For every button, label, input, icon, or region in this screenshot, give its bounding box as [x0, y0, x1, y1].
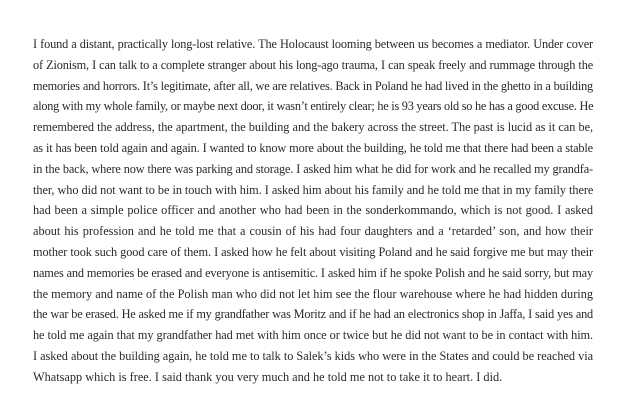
- paragraph-line: I found a distant, practically long-lost relative. The Holocaust looming between us becomes a mediator. Under cover: [33, 37, 593, 51]
- paragraph-line: remembered the address, the apartment, the building and the bakery across the street. The past is lucid as it can be,: [33, 120, 593, 135]
- paragraph-line: memories and horrors. It’s legitimate, after all, we are relatives. Back in Poland he had lived in the ghetto in a building: [33, 78, 593, 93]
- body-paragraph: [33, 34, 593, 388]
- paragraph-line: the war be erased. He asked me if my grandfather was Moritz and if he had an electronics shop in Jaffa, I said yes and: [33, 307, 593, 322]
- paragraph-line: as it has been told again and again. I wanted to know more about the building, he told me that there had been a stable: [33, 140, 593, 155]
- paragraph-line: in the back, where now there was parking and storage. I asked him what he did for work and he recalled my grandfa-: [33, 161, 593, 176]
- paragraph-line: the memory and name of the Polish man who did not let him see the flour warehouse where he had hidden during: [33, 286, 593, 301]
- paragraph-line: mother took such good care of them. I asked how he felt about visiting Poland and he said forgive me but may their: [33, 244, 593, 259]
- paragraph-line: names and memories be erased and everyone is antisemitic. I asked him if he spoke Polish and he said sorry, but may: [33, 265, 593, 280]
- paragraph-line: I asked about the building again, he told me to talk to Salek’s kids who were in the States and could be reached via: [33, 348, 593, 363]
- paragraph-line: ther, who did not want to be in touch with him. I asked him about his family and he told me that in my family there: [33, 182, 594, 197]
- paragraph-line: he told me again that my grandfather had met with him once or twice but he did not want to be in contact with him.: [33, 328, 593, 343]
- paragraph-line: Whatsapp which is free. I said thank you very much and he told me not to take it to heart. I did.: [33, 369, 503, 384]
- paragraph-line: along with my whole family, or maybe next door, it wasn’t entirely clear; he is 93 years old so he has a good excuse. He: [33, 99, 594, 114]
- paragraph-line: of Zionism, I can talk to a complete stranger about his long-ago trauma, I can speak freely and rummage through the: [33, 57, 593, 72]
- paragraph-line: about his profession and he told me that a cousin of his had four daughters and a ‘retarded’ son, and how their: [33, 224, 593, 239]
- paragraph-line: had been a simple police officer and another who had been in the sonderkommando, which is not good. I asked: [33, 203, 593, 218]
